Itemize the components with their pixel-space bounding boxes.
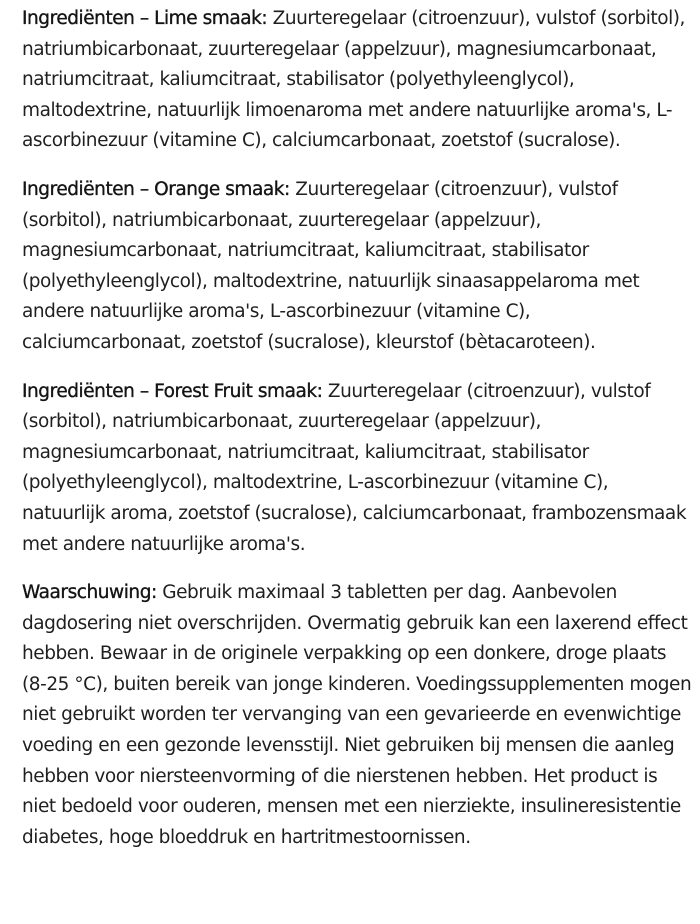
ingredients-lime-text: Zuurteregelaar (citroenzuur), vulstof (sorbitol), natriumbicarbonaat, zuurteregelaar (appelzuur), magnesiumcarbonaat, natriumcitraat, kaliumcitraat, stabilisator (polyethyleenglycol), maltodextrine, natuurlijk limoenaroma met andere natuurlijke aroma's, L-ascorbinezuur (vitamine C), calciumcarbonaat, zoetstof (sucralose). [22,8,685,152]
ingredients-forest-fruit-heading: Ingrediënten – Forest Fruit smaak: [22,380,323,402]
warning [22,578,692,853]
ingredients-lime [22,4,692,157]
warning-heading: Waarschuwing: [22,582,157,604]
warning-text: Gebruik maximaal 3 tabletten per dag. Aanbevolen dagdosering niet overschrijden. Overmatig gebruik kan een laxerend effect hebben. Bewaar in de originele verpakking op een donkere, droge plaats (8-25 °C), buiten bereik van jonge kinderen. Voedingssupplementen mogen niet gebruikt worden ter vervanging van een gevarieerde en evenwichtige voeding en een gezonde levensstijl. Niet gebruiken bij mensen die aanleg hebben voor niersteenvorming of die nierstenen hebben. Het product is niet bedoeld voor ouderen, mensen met een nierziekte, insulineresistentie diabetes, hoge bloeddruk en hartritmestoornissen. [22,582,692,848]
product-info-text [22,4,692,853]
ingredients-orange [22,175,692,359]
ingredients-orange-text: Zuurteregelaar (citroenzuur), vulstof (sorbitol), natriumbicarbonaat, zuurteregelaar (appelzuur), magnesiumcarbonaat, natriumcitraat, kaliumcitraat, stabilisator (polyethyleenglycol), maltodextrine, natuurlijk sinaasappelaroma met andere natuurlijke aroma's, L-ascorbinezuur (vitamine C), calciumcarbonaat, zoetstof (sucralose), kleurstof (bètacaroteen). [22,178,640,353]
ingredients-orange-heading: Ingrediënten – Orange smaak: [22,178,290,200]
ingredients-forest-fruit [22,377,692,561]
ingredients-forest-fruit-text: Zuurteregelaar (citroenzuur), vulstof (sorbitol), natriumbicarbonaat, zuurteregelaar (appelzuur), magnesiumcarbonaat, natriumcitraat, kaliumcitraat, stabilisator (polyethyleenglycol), maltodextrine, L-ascorbinezuur (vitamine C), natuurlijk aroma, zoetstof (sucralose), calciumcarbonaat, frambozensmaak met andere natuurlijke aroma's. [22,380,687,555]
ingredients-lime-heading: Ingrediënten – Lime smaak: [22,8,268,29]
